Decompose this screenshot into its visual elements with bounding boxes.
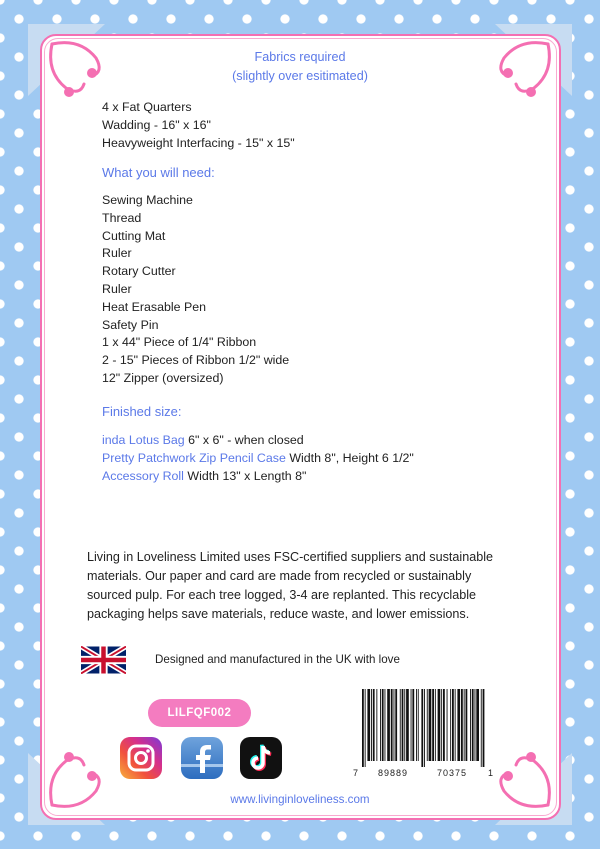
barcode-bar (466, 689, 468, 761)
barcode-bar (394, 689, 395, 761)
barcode-bar (464, 689, 465, 761)
barcode-bar (385, 689, 386, 761)
barcode-bar (476, 689, 479, 761)
product-size: Width 13" x Length 8" (183, 468, 307, 483)
list-item: 1 x 44" Piece of 1/4" Ribbon (102, 335, 257, 350)
product-code-badge: LILFQF002 (148, 699, 251, 727)
finished-list (102, 432, 414, 485)
barcode-bar (391, 689, 393, 761)
needs-heading: What you will need: (102, 165, 215, 180)
product-name: inda Lotus Bag (102, 433, 185, 447)
needs-list (102, 192, 289, 388)
barcode-bar (472, 689, 474, 761)
barcode-bar (424, 689, 425, 767)
barcode-bar (402, 689, 404, 761)
header (0, 48, 600, 86)
list-item: Heat Erasable Pen (102, 299, 207, 314)
barcode-bar (435, 689, 436, 761)
finished-item (102, 468, 414, 486)
sustainability-statement: Living in Loveliness Limited uses FSC-certified suppliers and sustainable materials. Our paper and card are made from recycled or sustainably sourced pulp. For each tree logged, 3-4 are replanted. This recyclable packaging helps save materials, reduce waste, and lower emissions. (87, 550, 494, 621)
barcode-bar (404, 689, 405, 761)
barcode-bar (371, 689, 372, 761)
list-item: Ruler (102, 246, 132, 261)
barcode-bar (443, 689, 445, 761)
list-item: Rotary Cutter (102, 264, 176, 279)
list-item: Safety Pin (102, 317, 159, 332)
list-item: 12" Zipper (oversized) (102, 370, 224, 385)
tiktok-icon[interactable] (240, 737, 282, 779)
barcode-bar (406, 689, 409, 761)
barcode-bar (441, 689, 442, 761)
finished-item (102, 432, 414, 450)
list-item: Sewing Machine (102, 193, 193, 207)
barcode-bar (452, 689, 454, 761)
list-item: Heavyweight Interfacing - 15" x 15" (102, 135, 295, 150)
barcode-bar (429, 689, 432, 761)
barcode-bar (395, 689, 397, 761)
barcode-bar (481, 689, 482, 767)
barcode-bar (418, 689, 419, 761)
barcode-bar (387, 689, 390, 761)
barcode (360, 689, 487, 767)
barcode-bar (373, 689, 375, 761)
barcode-bar (483, 689, 485, 767)
product-size: 6" x 6" - when closed (184, 433, 304, 447)
instagram-icon[interactable] (120, 737, 162, 779)
barcode-bar (411, 689, 412, 761)
list-item: Thread (102, 210, 142, 225)
barcode-bar (365, 689, 366, 767)
barcode-bar (447, 689, 448, 761)
barcode-bar (362, 689, 364, 767)
barcode-bar (400, 689, 401, 761)
header-title: Fabrics required (254, 50, 346, 64)
barcode-bar (470, 689, 471, 761)
barcode-bar (475, 689, 476, 761)
barcode-digit-last: 1 (488, 768, 494, 778)
uk-flag-icon (81, 646, 126, 674)
list-item: Ruler (102, 281, 132, 296)
barcode-bar (412, 689, 414, 761)
facebook-icon[interactable] (181, 737, 223, 779)
barcode-bar (450, 689, 451, 761)
barcode-bar (438, 689, 441, 761)
list-item: Wadding - 16" x 16" (102, 117, 211, 132)
list-item: 2 - 15" Pieces of Ribbon 1/2" wide (102, 353, 290, 368)
barcode-bar (427, 689, 428, 761)
product-name: Pretty Patchwork Zip Pencil Case (102, 450, 286, 465)
list-item: Cutting Mat (102, 228, 166, 243)
barcode-bar (432, 689, 434, 761)
barcode-bar (382, 689, 384, 761)
finished-item (102, 450, 414, 468)
product-size: Width 8", Height 6 1/2" (285, 450, 414, 465)
barcode-bar (380, 689, 381, 761)
barcode-bar (461, 689, 463, 761)
list-item: 4 x Fat Quarters (102, 100, 192, 114)
barcode-bar (455, 689, 456, 761)
website-link[interactable]: www.livinginloveliness.com (230, 793, 370, 806)
finished-heading: Finished size: (102, 404, 182, 419)
product-name: Accessory Roll (102, 468, 184, 483)
barcode-group-left: 89889 (378, 768, 409, 778)
barcode-bar (416, 689, 417, 761)
barcode-bar (421, 689, 423, 767)
barcode-bar (457, 689, 460, 761)
barcode-bar (376, 689, 377, 761)
header-subtitle: (slightly over esitimated) (232, 69, 368, 83)
barcode-digit-first: 7 (353, 768, 359, 778)
barcode-bar (367, 689, 370, 761)
fabrics-list (102, 99, 295, 152)
barcode-group-right: 70375 (437, 768, 468, 778)
made-in-uk-text: Designed and manufactured in the UK with love (155, 653, 400, 666)
